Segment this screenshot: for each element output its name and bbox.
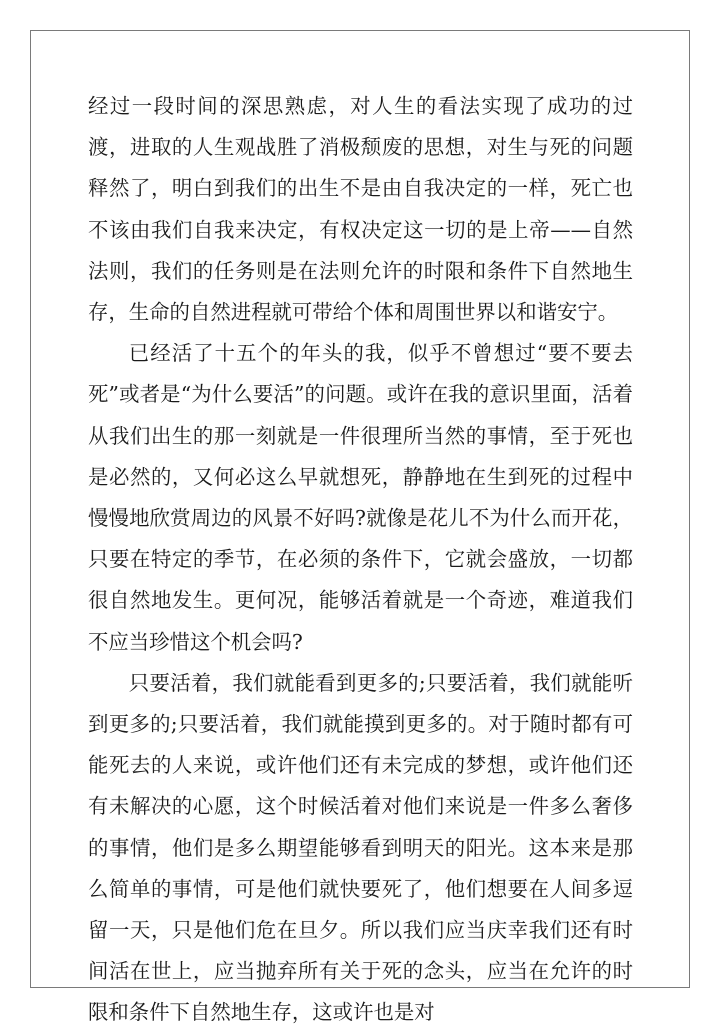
document-body xyxy=(88,86,633,1034)
paragraph-2: 已经活了十五个的年头的我，似乎不曾想过“要不要去死”或者是“为什么要活”的问题。或许在我的意识里面，活着从我们出生的那一刻就是一件很理所当然的事情，至于死也是必然的，又何必这么早就想死，静静地在生到死的过程中慢慢地欣赏周边的风景不好吗?就像是花儿不为什么而开花，只要在特定的季节，在必须的条件下，它就会盛放，一切都很自然地发生。更何况，能够活着就是一个奇迹，难道我们不应当珍惜这个机会吗? xyxy=(88,341,633,654)
paragraph-3: 只要活着，我们就能看到更多的;只要活着，我们就能听到更多的;只要活着，我们就能摸到更多的。对于随时都有可能死去的人来说，或许他们还有未完成的梦想，或许他们还有未解决的心愿，这个时候活着对他们来说是一件多么奢侈的事情，他们是多么期望能够看到明天的阳光。这本来是那么简单的事情，可是他们就快要死了，他们想要在人间多逗留一天，只是他们危在旦夕。所以我们应当庆幸我们还有时间活在世上，应当抛弃所有关于死的念头，应当在允许的时限和条件下自然地生存，这或许也是对 xyxy=(88,670,633,1025)
paragraph-1: 经过一段时间的深思熟虑，对人生的看法实现了成功的过渡，进取的人生观战胜了消极颓废的思想，对生与死的问题释然了，明白到我们的出生不是由自我决定的一样，死亡也不该由我们自我来决定，有权决定这一切的是上帝——自然法则，我们的任务则是在法则允许的时限和条件下自然地生存，生命的自然进程就可带给个体和周围世界以和谐安宁。 xyxy=(88,94,633,325)
